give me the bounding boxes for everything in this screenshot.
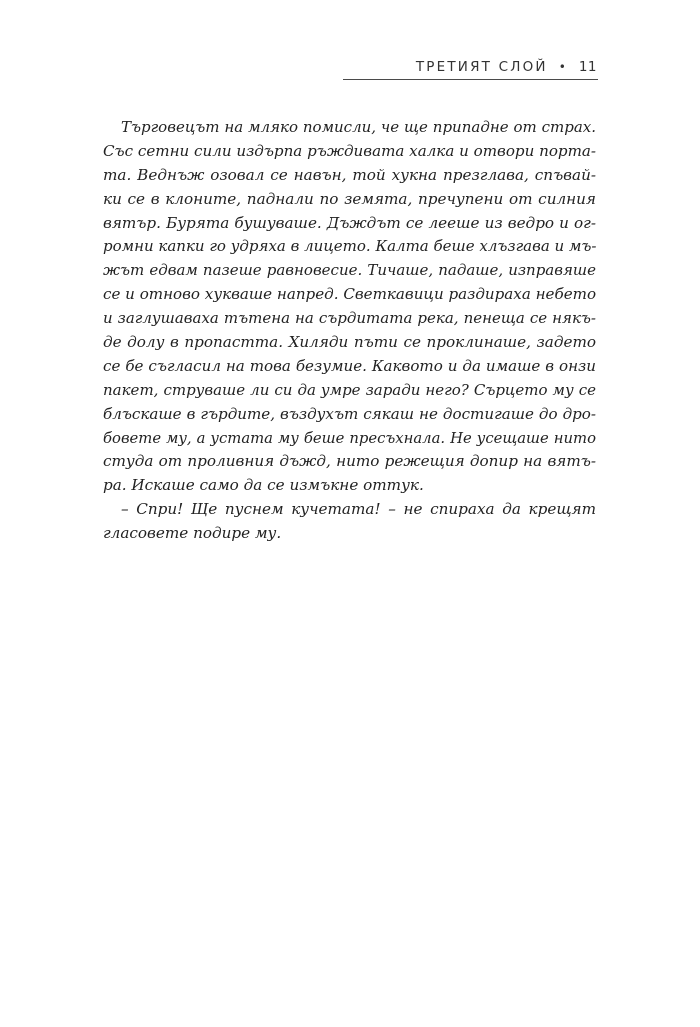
running-header	[416, 59, 597, 75]
page-number: 11	[578, 59, 597, 75]
paragraph-1-line: де долу в пропастта. Хиляди пъти се проклинаше, задето	[103, 333, 596, 352]
paragraph-1-line: Със сетни сили издърпа ръждивата халка и отвори порта-	[103, 141, 596, 160]
paragraph-1-line: и заглушаваха тътена на сърдитата река, пенеща се някъ-	[103, 309, 596, 328]
paragraph-1-line: блъскаше в гърдите, въздухът сякаш не достигаше до дро-	[103, 404, 596, 423]
paragraph-1-line: Търговецът на мляко помисли, че ще припадне от страх.	[121, 118, 596, 136]
paragraph-1-line: пакет, струваше ли си да умре заради него? Сърцето му се	[103, 380, 596, 399]
paragraph-1-line: ромни капки го удряха в лицето. Калта беше хлъзгава и мъ-	[103, 237, 596, 256]
paragraph-2-line: гласовете подире му.	[103, 524, 282, 543]
paragraph-1-line: бовете му, а устата му беше пресъхнала. Не усещаше нито	[103, 429, 596, 447]
paragraph-1-line: се бе съгласил на това безумие. Каквото и да имаше в онзи	[103, 356, 596, 375]
running-title: ТРЕТИЯТ СЛОЙ	[415, 59, 548, 75]
paragraph-2-line: – Спри! Ще пуснем кучетата! – не спираха да крещят	[121, 500, 596, 519]
header-separator-bullet: •	[558, 60, 566, 74]
header-rule-divider	[343, 79, 598, 80]
paragraph-1-line: та. Веднъж озовал се навън, той хукна презглава, спъвай-	[103, 165, 596, 184]
body-text	[103, 116, 596, 546]
paragraph-1-line: студа от проливния дъжд, нито режещия допир на вятъ-	[103, 452, 596, 471]
paragraph-1-line: се и отново хукваше напред. Светкавици раздираха небето	[103, 285, 596, 304]
paragraph-1-line: ки се в клоните, паднали по земята, пречупени от силния	[103, 189, 596, 208]
paragraph-1-line: вятър. Бурята бушуваше. Дъждът се лееше из ведро и ог-	[103, 213, 596, 232]
paragraph-1-line: жът едвам пазеше равновесие. Тичаше, падаше, изправяше	[103, 261, 596, 280]
paragraph-1-line: ра. Искаше само да се измъкне оттук.	[103, 476, 424, 495]
